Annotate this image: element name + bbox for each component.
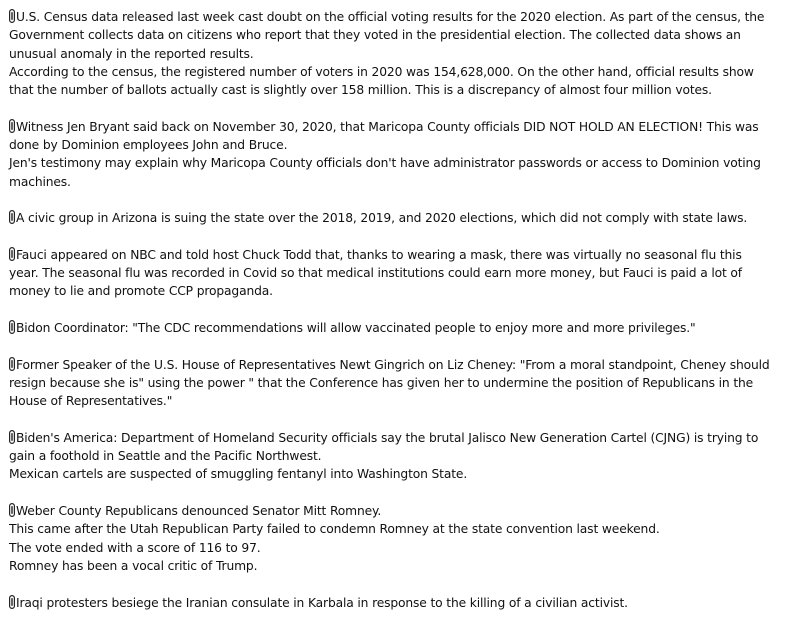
news-item-text: Jen's testimony may explain why Maricopa County officials don't have administrator passwords or access to Dominion voting machines. [9,156,761,189]
news-item [9,502,774,575]
news-item-headline [9,118,774,155]
news-item-headline [9,594,774,612]
news-item-text: Mexican cartels are suspected of smuggling fentanyl into Washington State. [9,467,468,482]
news-item [9,8,774,99]
news-item-headline [9,429,774,466]
paperclip-icon [9,119,15,133]
paperclip-icon [9,430,15,444]
news-item [9,118,774,191]
news-item-headline [9,319,774,337]
news-item-text: Biden's America: Department of Homeland Security officials say the brutal Jalisco New Generation Cartel (CJNG) is trying to gain a foothold in Seattle and the Pacific Northwest. [9,430,759,464]
news-item-line [9,465,774,483]
news-item [9,319,774,337]
paperclip-icon [9,320,15,334]
news-item-line [9,154,774,191]
news-item-text: U.S. Census data released last week cast doubt on the official voting results for the 2020 election. As part of the census, the Government collects data on citizens who report that they voted in the presidential election. The collected data shows an unusual anomaly in the reported results. [9,10,765,61]
news-item [9,356,774,411]
news-item-text: Witness Jen Bryant said back on November 30, 2020, that Maricopa County officials DID NOT HOLD AN ELECTION! This was done by Dominion employees John and Bruce. [9,119,759,153]
news-item-line [9,539,774,557]
news-item-text: A civic group in Arizona is suing the state over the 2018, 2019, and 2020 elections, which did not comply with state laws. [16,211,748,226]
paperclip-icon [9,247,15,261]
news-item-line [9,520,774,538]
news-item-text: Fauci appeared on NBC and told host Chuck Todd that, thanks to wearing a mask, there was virtually no seasonal flu this year. The seasonal flu was recorded in Covid so that medical institutions could earn more money, but Fauci is paid a lot of money to lie and promote CCP propaganda. [9,247,742,299]
news-item-text: The vote ended with a score of 116 to 97. [9,540,261,555]
news-item-line [9,63,774,100]
news-item-text: Romney has been a vocal critic of Trump. [9,558,258,573]
news-item-text: Weber County Republicans denounced Senator Mitt Romney. [16,504,382,519]
news-item-headline [9,356,774,411]
paperclip-icon [9,595,15,609]
news-item [9,246,774,301]
paperclip-icon [9,9,15,23]
paperclip-icon [9,503,15,517]
news-item-text: Former Speaker of the U.S. House of Representatives Newt Gingrich on Liz Cheney: "From a moral standpoint, Cheney should resign because she is" using the power " that the Conference has given her to undermine the position of Republicans in the House of Representatives." [9,357,770,409]
news-item-headline [9,8,774,63]
news-item [9,594,774,612]
news-item-headline [9,246,774,301]
news-item [9,429,774,484]
paperclip-icon [9,210,15,224]
news-item [9,209,774,227]
news-item-headline [9,209,774,227]
news-item-text: According to the census, the registered number of voters in 2020 was 154,628,000. On the other hand, official results show that the number of ballots actually cast is slightly over 158 million. This is a discrepancy of almost four million votes. [9,64,754,98]
news-item-headline [9,502,774,520]
news-item-text: This came after the Utah Republican Party failed to condemn Romney at the state convention last weekend. [9,522,660,537]
news-item-text: Bidon Coordinator: "The CDC recommendations will allow vaccinated people to enjoy more and more privileges." [16,321,696,336]
news-item-line [9,557,774,575]
news-item-text: Iraqi protesters besiege the Iranian consulate in Karbala in response to the killing of a civilian activist. [16,595,628,610]
paperclip-icon [9,357,15,371]
